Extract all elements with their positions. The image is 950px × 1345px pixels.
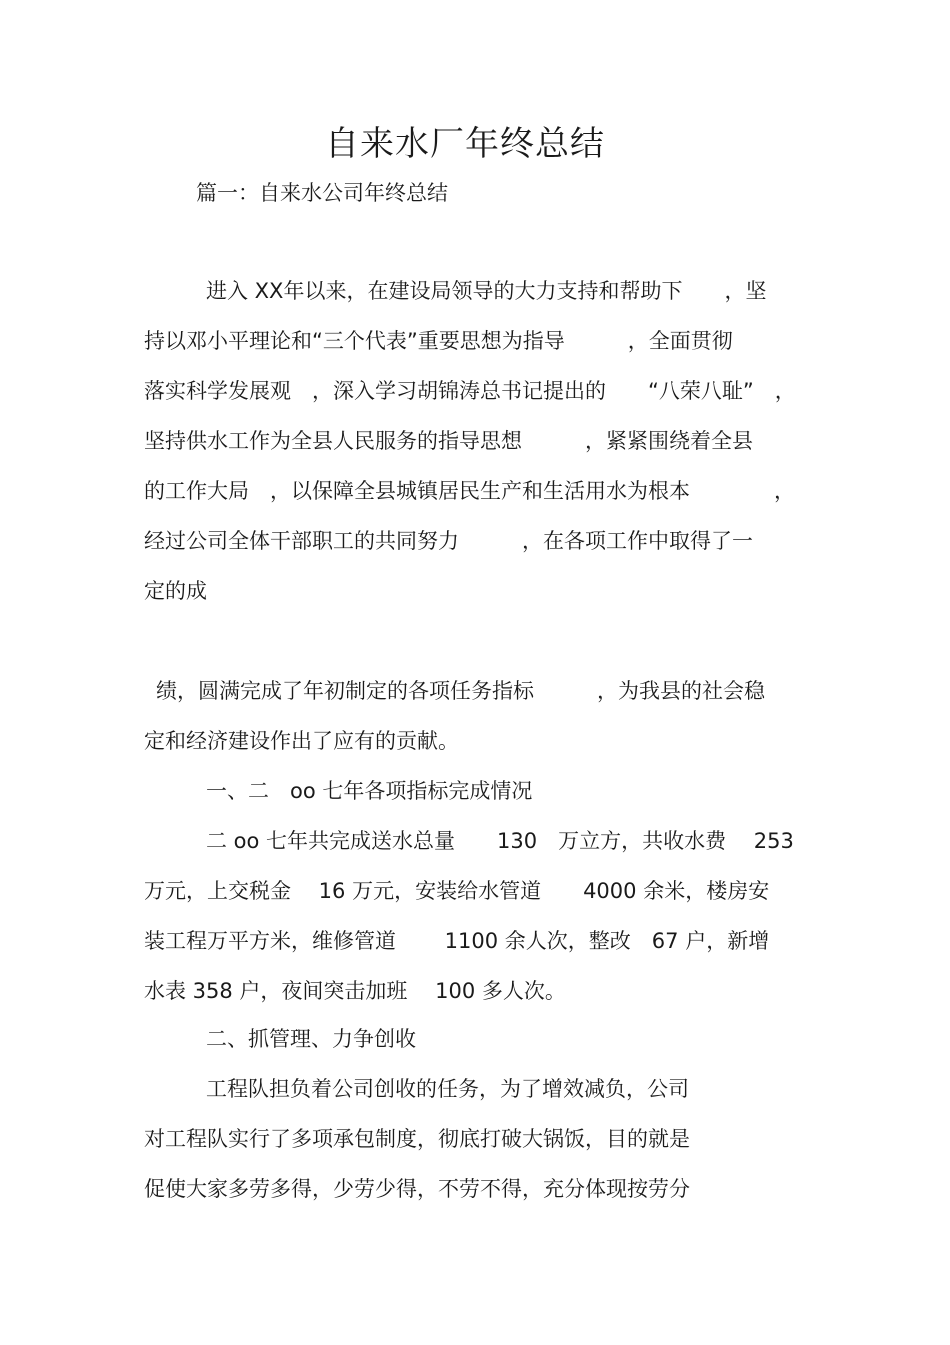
- document-title: 自来水厂年终总结: [325, 124, 605, 164]
- section-heading: 二、抓管理、力争创收: [206, 1027, 416, 1051]
- body-line: 装工程万平方米，维修管道 1100 余人次，整改 67 户，新增: [144, 929, 770, 953]
- section-heading: 一、二 oo 七年各项指标完成情况: [206, 779, 533, 803]
- body-line: 二 oo 七年共完成送水总量 130 万立方，共收水费 253: [206, 829, 794, 853]
- body-line: 的工作大局 ，以保障全县城镇居民生产和生活用水为根本 ，: [144, 479, 795, 503]
- body-line: 定的成: [144, 579, 207, 603]
- body-line: 对工程队实行了多项承包制度，彻底打破大锅饭，目的就是: [144, 1127, 690, 1151]
- body-line: 绩，圆满完成了年初制定的各项任务指标 ，为我县的社会稳: [156, 679, 765, 703]
- body-line: 促使大家多劳多得，少劳少得，不劳不得，充分体现按劳分: [144, 1177, 690, 1201]
- body-line: 落实科学发展观 ，深入学习胡锦涛总书记提出的 “八荣八耻” ，: [144, 379, 796, 403]
- body-line: 万元，上交税金 16 万元，安装给水管道 4000 余米，楼房安: [144, 879, 770, 903]
- body-line: 工程队担负着公司创收的任务，为了增效减负，公司: [206, 1077, 689, 1101]
- body-line: 持以邓小平理论和“三个代表”重要思想为指导 ，全面贯彻: [144, 329, 733, 353]
- body-line: 水表 358 户，夜间突击加班 100 多人次。: [144, 979, 566, 1003]
- body-line: 进入 XX年以来，在建设局领导的大力支持和帮助下 ，坚: [206, 279, 767, 303]
- body-line: 定和经济建设作出了应有的贡献。: [144, 729, 459, 753]
- document-subtitle: 篇一：自来水公司年终总结: [196, 181, 448, 205]
- body-line: 坚持供水工作为全县人民服务的指导思想 ，紧紧围绕着全县: [144, 429, 753, 453]
- body-line: 经过公司全体干部职工的共同努力 ，在各项工作中取得了一: [144, 529, 753, 553]
